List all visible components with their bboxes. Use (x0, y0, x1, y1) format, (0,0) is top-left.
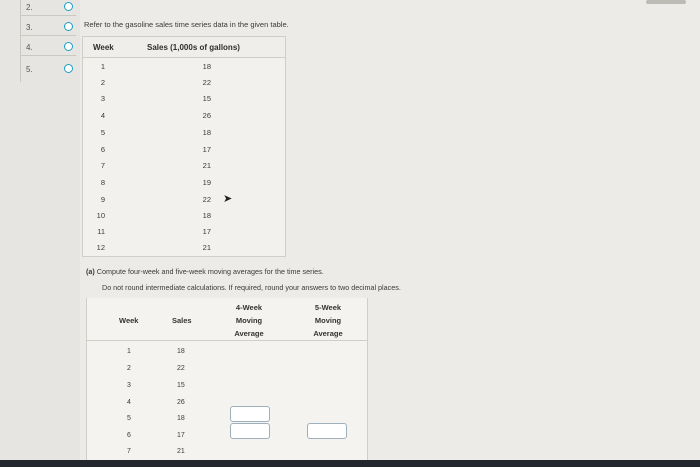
sales-cell: 18 (177, 415, 185, 422)
table-row (83, 208, 285, 224)
sales-cell: 18 (202, 62, 211, 71)
table-row (87, 444, 367, 461)
sales-cell: 17 (177, 432, 185, 439)
sales-cell: 22 (202, 78, 211, 87)
sales-cell: 18 (177, 348, 185, 355)
sales-cell: 18 (202, 211, 211, 220)
table-row (87, 378, 367, 395)
question-number: 4. (26, 43, 33, 52)
sales-cell: 19 (202, 178, 211, 187)
table-row (83, 108, 285, 124)
week-cell: 1 (127, 348, 131, 355)
header-line: Moving (235, 316, 263, 325)
week-cell: 12 (96, 243, 105, 252)
rounding-instruction: Do not round intermediate calculations. If required, round your answers to two decimal places. (102, 283, 401, 292)
week-cell: 7 (127, 448, 131, 455)
part-a-label: (a) (86, 267, 95, 276)
week-cell: 2 (127, 365, 131, 372)
answer-input-5-week-ma[interactable] (307, 423, 347, 439)
header-line: 5-Week (314, 303, 342, 312)
table-row (87, 344, 367, 361)
week-cell: 3 (100, 94, 105, 103)
sales-cell: 22 (177, 365, 185, 372)
week-cell: 11 (97, 227, 105, 236)
sales-cell: 15 (177, 382, 185, 389)
part-a-text: Compute four-week and five-week moving averages for the time series. (96, 267, 324, 276)
table-row (83, 91, 285, 107)
question-nav-item[interactable] (8, 2, 80, 16)
column-header-4-week-ma (224, 301, 274, 340)
divider (20, 55, 76, 56)
question-number: 5. (26, 65, 33, 74)
column-header-5-week-ma (303, 301, 353, 340)
week-cell: 1 (100, 62, 105, 71)
question-number: 2. (26, 3, 33, 12)
sales-cell: 26 (177, 399, 185, 406)
week-cell: 10 (96, 211, 105, 220)
table-row (83, 125, 285, 141)
week-cell: 6 (100, 145, 105, 154)
week-cell: 3 (127, 382, 131, 389)
table-row (83, 224, 285, 240)
table-header (83, 37, 285, 58)
sales-cell: 15 (202, 94, 211, 103)
question-status-radio[interactable] (64, 42, 73, 51)
table-row (83, 240, 285, 256)
week-cell: 8 (100, 178, 105, 187)
week-cell: 5 (127, 415, 131, 422)
week-cell: 4 (100, 111, 105, 120)
table-row (83, 158, 285, 174)
table-row (83, 192, 285, 208)
week-cell: 5 (100, 128, 105, 137)
header-line: 4-Week (235, 303, 263, 312)
week-cell: 7 (100, 161, 105, 170)
sales-cell: 17 (202, 145, 211, 154)
sales-data-table (82, 36, 286, 257)
sales-cell: 17 (202, 227, 211, 236)
week-cell: 2 (100, 78, 105, 87)
header-line: Moving (314, 316, 342, 325)
question-nav-item[interactable] (8, 22, 80, 36)
sales-cell: 22 (202, 195, 211, 204)
column-header-week: Week (93, 43, 114, 52)
table-row (87, 395, 367, 412)
table-row (83, 175, 285, 191)
sales-cell: 21 (202, 243, 211, 252)
question-intro: Refer to the gasoline sales time series data in the given table. (84, 20, 289, 29)
answer-input-4-week-ma[interactable] (230, 406, 270, 422)
sales-cell: 21 (177, 448, 185, 455)
toolbar-indicator (646, 0, 686, 4)
question-nav-item[interactable] (8, 42, 80, 56)
divider (20, 15, 76, 16)
column-header-sales: Sales (172, 316, 192, 325)
week-cell: 9 (100, 195, 105, 204)
question-number: 3. (26, 23, 33, 32)
header-line: Average (234, 329, 264, 338)
header-line: Average (313, 329, 343, 338)
question-status-radio[interactable] (64, 22, 73, 31)
table-row (83, 142, 285, 158)
sales-cell: 18 (202, 128, 211, 137)
column-header-week: Week (119, 316, 139, 325)
taskbar (0, 460, 700, 467)
week-cell: 6 (127, 432, 131, 439)
question-status-radio[interactable] (64, 64, 73, 73)
divider (20, 35, 76, 36)
table-row (87, 361, 367, 378)
table-row (83, 75, 285, 91)
question-navigator (0, 0, 80, 467)
sales-cell: 21 (202, 161, 211, 170)
table-row (83, 59, 285, 75)
week-cell: 4 (127, 399, 131, 406)
question-status-radio[interactable] (64, 2, 73, 11)
question-nav-item[interactable] (8, 64, 80, 78)
mouse-cursor-icon: ➤ (223, 193, 233, 205)
sales-cell: 26 (202, 111, 211, 120)
column-header-sales: Sales (1,000s of gallons) (147, 43, 240, 52)
table-header (87, 298, 367, 341)
moving-average-table (86, 298, 368, 462)
part-a-prompt (86, 267, 324, 276)
answer-input-4-week-ma[interactable] (230, 423, 270, 439)
